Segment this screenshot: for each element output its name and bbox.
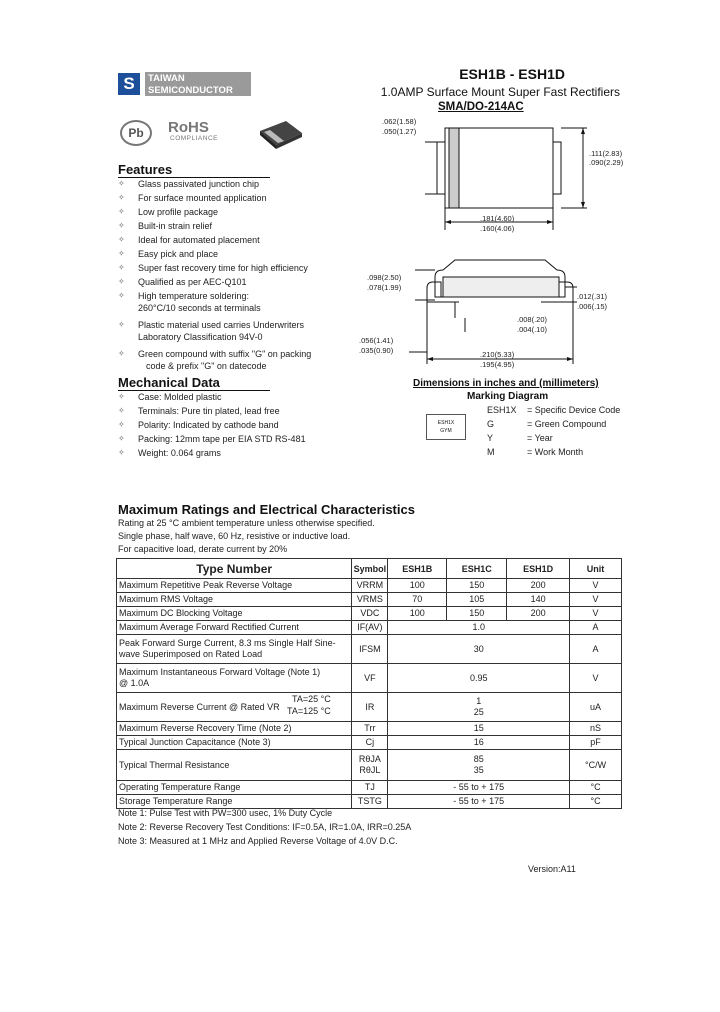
feature-item: Green compound with suffix "G" on packing [138, 349, 312, 359]
symbol-line: RθJL [359, 765, 381, 775]
value-cell: 200 [507, 579, 570, 593]
dim-label: .062(1.58) [382, 117, 417, 126]
mechanical-item: Terminals: Pure tin plated, lead free [138, 406, 280, 416]
dim-label: .035(0.90) [359, 346, 394, 355]
feature-item: Super fast recovery time for high efficiency [138, 263, 308, 273]
table-row [117, 593, 622, 607]
unit-cell: nS [570, 722, 622, 736]
header-unit: Unit [570, 559, 622, 579]
param-cell: Maximum Reverse Recovery Time (Note 2) [117, 722, 352, 736]
rohs-sub-label: COMPLIANCE [170, 135, 218, 142]
dim-label: .056(1.41) [359, 336, 394, 345]
header-esh1b: ESH1B [388, 559, 447, 579]
param-line: @ 1.0A [119, 678, 150, 688]
condition-label: TA=125 °C [287, 706, 331, 716]
dim-label: .160(4.06) [480, 224, 515, 233]
dim-label: .210(5.33) [480, 350, 515, 359]
unit-cell: V [570, 664, 622, 693]
feature-item: For surface mounted application [138, 193, 267, 203]
value-cell: 30 [388, 635, 570, 664]
value-cell: 150 [447, 607, 507, 621]
bullet-icon: ✧ [118, 320, 125, 329]
param-cell: Maximum DC Blocking Voltage [117, 607, 352, 621]
param-line: Peak Forward Surge Current, 8.3 ms Single Half Sine- [119, 638, 336, 648]
value-cell: - 55 to + 175 [388, 795, 570, 809]
value-cell: 105 [447, 593, 507, 607]
package-name: SMA/DO-214AC [438, 101, 524, 113]
mechanical-item: Polarity: Indicated by cathode band [138, 420, 279, 430]
dim-label: .098(2.50) [367, 273, 402, 282]
symbol-cell: TSTG [352, 795, 388, 809]
table-row [117, 781, 622, 795]
table-row [117, 607, 622, 621]
bullet-icon: ✧ [118, 193, 125, 202]
symbol-cell: TJ [352, 781, 388, 795]
bullet-icon: ✧ [118, 291, 125, 300]
unit-cell: °C [570, 781, 622, 795]
mechanical-item: Packing: 12mm tape per EIA STD RS-481 [138, 434, 306, 444]
feature-item: Ideal for automated placement [138, 235, 260, 245]
param-line: wave Superimposed on Rated Load [119, 649, 263, 659]
feature-item: Low profile package [138, 207, 219, 217]
unit-cell: °C [570, 795, 622, 809]
dim-label: .111(2.83) [589, 149, 623, 158]
feature-item-continued: Laboratory Classification 94V-0 [138, 332, 263, 342]
bullet-icon: ✧ [118, 448, 125, 457]
ratings-note: For capacitive load, derate current by 20% [118, 544, 288, 554]
value-line: 1 [476, 696, 482, 706]
marking-code: Y [487, 433, 494, 443]
condition-label: TA=25 °C [292, 694, 331, 704]
header-esh1d: ESH1D [507, 559, 570, 579]
param-cell: Typical Thermal Resistance [117, 750, 352, 781]
feature-item: Built-in strain relief [138, 221, 213, 231]
bullet-icon: ✧ [118, 420, 125, 429]
dim-label: .090(2.29) [589, 158, 624, 167]
table-row [117, 664, 622, 693]
rohs-label: RoHS [168, 119, 209, 136]
dimensions-title: Dimensions in inches and (millimeters) [413, 378, 599, 389]
bullet-icon: ✧ [118, 434, 125, 443]
dim-label: .008(.20) [517, 315, 548, 324]
param-cell: Maximum RMS Voltage [117, 593, 352, 607]
dim-label: .012(.31) [577, 292, 608, 301]
ratings-note: Rating at 25 °C ambient temperature unless otherwise specified. [118, 518, 375, 528]
unit-cell: °C/W [570, 750, 622, 781]
dim-label: .050(1.27) [382, 127, 417, 136]
value-line: 85 [473, 754, 484, 764]
param-cell: Storage Temperature Range [117, 795, 352, 809]
dim-label: .006(.15) [577, 302, 608, 311]
bullet-icon: ✧ [118, 277, 125, 286]
table-row [117, 750, 622, 781]
version-label: Version:A11 [528, 864, 576, 874]
symbol-cell: VDC [352, 607, 388, 621]
feature-item-continued: 260°C/10 seconds at terminals [138, 303, 261, 313]
unit-cell: A [570, 621, 622, 635]
table-row [117, 736, 622, 750]
dim-label: .078(1.99) [367, 283, 402, 292]
marking-code: ESH1X [487, 405, 517, 415]
footnote: Note 2: Reverse Recovery Test Conditions: IF=0.5A, IR=1.0A, IRR=0.25A [118, 822, 412, 832]
marking-title: Marking Diagram [467, 391, 549, 402]
value-line: 35 [473, 765, 484, 775]
mechanical-list [118, 392, 358, 462]
value-cell: 200 [507, 607, 570, 621]
value-line: 25 [473, 707, 484, 717]
dim-label: .195(4.95) [480, 360, 515, 369]
unit-cell: V [570, 579, 622, 593]
header-esh1c: ESH1C [447, 559, 507, 579]
bullet-icon: ✧ [118, 263, 125, 272]
symbol-cell: IF(AV) [352, 621, 388, 635]
mechanical-title: Mechanical Data [118, 375, 220, 390]
company-name-line1: TAIWAN [148, 73, 185, 84]
bullet-icon: ✧ [118, 235, 125, 244]
marking-box-line2: GYM [440, 428, 452, 434]
value-cell: 16 [388, 736, 570, 750]
company-name [145, 72, 251, 96]
unit-cell: pF [570, 736, 622, 750]
symbol-cell: Cj [352, 736, 388, 750]
part-subtitle: 1.0AMP Surface Mount Super Fast Rectifiers [380, 85, 620, 99]
param-line: Maximum Instantaneous Forward Voltage (Note 1) [119, 667, 321, 677]
mechanical-item: Case: Molded plastic [138, 392, 222, 402]
bullet-icon: ✧ [118, 207, 125, 216]
chip-package-icon [258, 119, 304, 151]
param-cell: Typical Junction Capacitance (Note 3) [117, 736, 352, 750]
ratings-title: Maximum Ratings and Electrical Characteristics [118, 502, 415, 517]
mechanical-item: Weight: 0.064 grams [138, 448, 221, 458]
value-cell: 70 [388, 593, 447, 607]
marking-box [426, 414, 466, 440]
ratings-note: Single phase, half wave, 60 Hz, resistive or inductive load. [118, 531, 351, 541]
unit-cell: A [570, 635, 622, 664]
marking-code: M [487, 447, 495, 457]
param-cell: Maximum Repetitive Peak Reverse Voltage [117, 579, 352, 593]
table-header-row [117, 559, 622, 579]
param-cell: Operating Temperature Range [117, 781, 352, 795]
value-cell: 0.95 [388, 664, 570, 693]
company-name-line2: SEMICONDUCTOR [148, 84, 233, 96]
symbol-cell: Trr [352, 722, 388, 736]
feature-item-continued: code & prefix "G" on datecode [146, 361, 267, 371]
dim-label: .004(.10) [517, 325, 548, 334]
table-row [117, 635, 622, 664]
feature-item: Plastic material used carries Underwriters [138, 320, 305, 330]
bullet-icon: ✧ [118, 249, 125, 258]
value-cell: - 55 to + 175 [388, 781, 570, 795]
value-cell: 100 [388, 579, 447, 593]
marking-desc: = Work Month [527, 447, 584, 457]
table-row [117, 621, 622, 635]
feature-item: High temperature soldering: [138, 291, 250, 301]
part-title: ESH1B - ESH1D [459, 66, 565, 82]
bullet-icon: ✧ [118, 406, 125, 415]
table-row [117, 795, 622, 809]
marking-desc: = Year [527, 433, 553, 443]
value-cell: 140 [507, 593, 570, 607]
footnote: Note 1: Pulse Test with PW=300 usec, 1% Duty Cycle [118, 808, 333, 818]
marking-desc: = Specific Device Code [527, 405, 621, 415]
symbol-cell: IR [352, 693, 388, 722]
symbol-cell: VRMS [352, 593, 388, 607]
features-underline [118, 177, 270, 178]
marking-code: G [487, 419, 495, 429]
param-line: Maximum Reverse Current @ Rated VR [119, 701, 280, 712]
bullet-icon: ✧ [118, 221, 125, 230]
header-symbol: Symbol [352, 559, 388, 579]
marking-box-line1: ESH1X [437, 420, 455, 426]
param-cell: Maximum Average Forward Rectified Current [117, 621, 352, 635]
feature-item: Glass passivated junction chip [138, 179, 260, 189]
symbol-line: RθJA [358, 754, 381, 764]
bullet-icon: ✧ [118, 349, 125, 358]
table-row [117, 722, 622, 736]
ratings-table [116, 558, 622, 809]
feature-item: Easy pick and place [138, 249, 219, 259]
dim-label: .181(4.60) [480, 214, 515, 223]
table-row [117, 693, 622, 722]
mechanical-underline [118, 390, 270, 391]
footnote: Note 3: Measured at 1 MHz and Applied Reverse Voltage of 4.0V D.C. [118, 836, 398, 846]
company-logo-icon: S [118, 73, 140, 95]
symbol-cell: VF [352, 664, 388, 693]
table-row [117, 579, 622, 593]
features-list [118, 179, 358, 379]
feature-item: Qualified as per AEC-Q101 [138, 277, 247, 287]
pb-free-icon: Pb [120, 120, 152, 146]
marking-desc: = Green Compound [527, 419, 607, 429]
bullet-icon: ✧ [118, 392, 125, 401]
header-type-number: Type Number [117, 559, 352, 579]
package-drawing [355, 112, 623, 374]
features-title: Features [118, 162, 173, 177]
symbol-cell: VRRM [352, 579, 388, 593]
value-cell: 1.0 [388, 621, 570, 635]
value-cell: 100 [388, 607, 447, 621]
unit-cell: V [570, 607, 622, 621]
value-cell: 15 [388, 722, 570, 736]
bullet-icon: ✧ [118, 179, 125, 188]
marking-legend [487, 405, 627, 465]
unit-cell: V [570, 593, 622, 607]
value-cell: 150 [447, 579, 507, 593]
symbol-cell: IFSM [352, 635, 388, 664]
unit-cell: uA [570, 693, 622, 722]
